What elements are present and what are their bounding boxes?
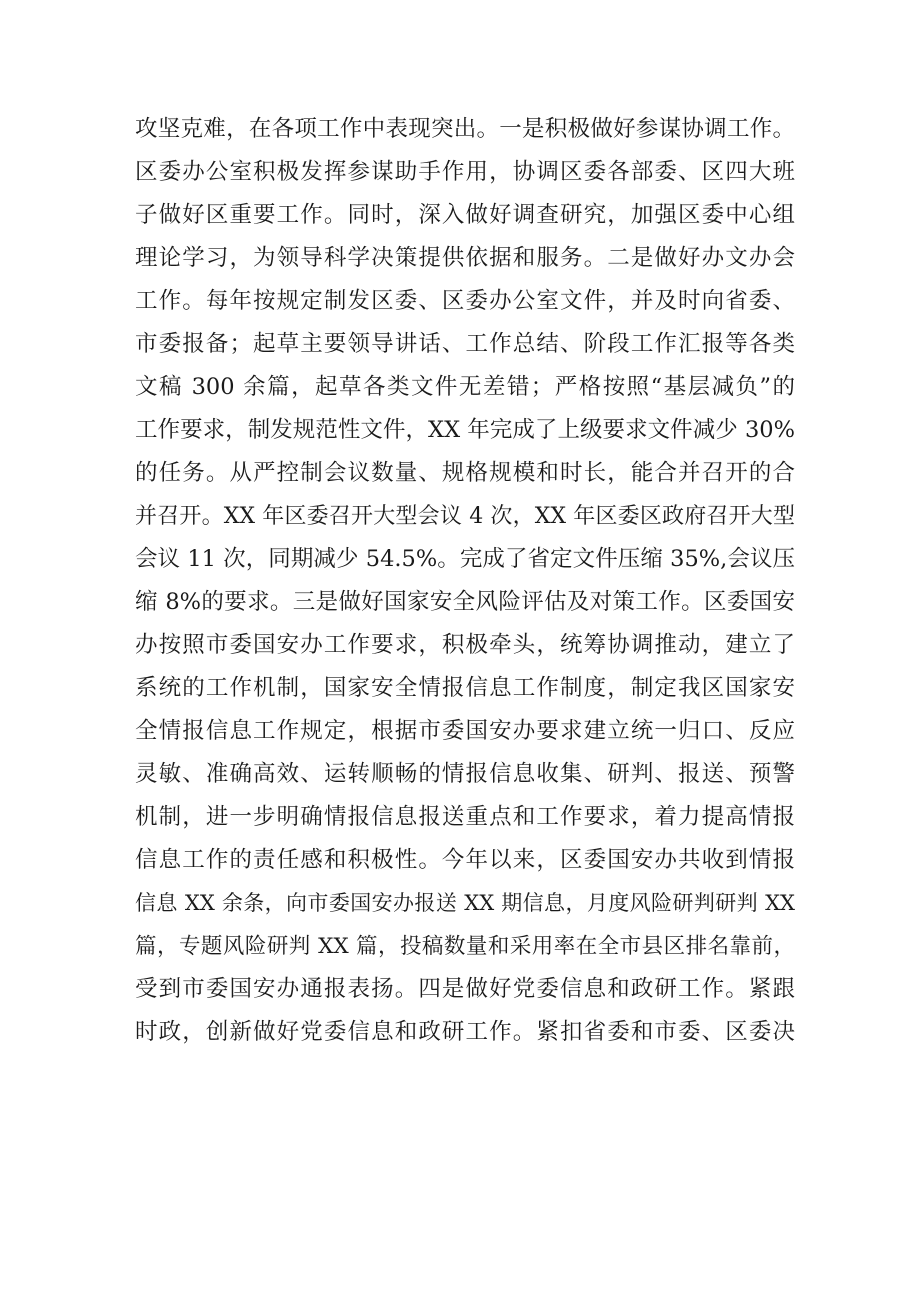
text-line: 会议 11 次，同期减少 54.5%。完成了省定文件压缩 35%,会议压 — [135, 546, 795, 572]
text-line: 受到市委国安办通报表扬。四是做好党委信息和政研工作。紧跟 — [135, 976, 795, 1002]
text-line: 系统的工作机制，国家安全情报信息工作制度，制定我区国家安 — [135, 675, 795, 701]
text-line: 机制，进一步明确情报信息报送重点和工作要求，着力提高情报 — [135, 804, 795, 830]
text-line: 市委报备；起草主要领导讲话、工作总结、阶段工作汇报等各类 — [135, 331, 795, 357]
text-line: 办按照市委国安办工作要求，积极牵头，统筹协调推动，建立了 — [135, 632, 795, 658]
text-line: 缩 8%的要求。三是做好国家安全风险评估及对策工作。区委国安 — [135, 589, 795, 615]
text-line: 攻坚克难，在各项工作中表现突出。一是积极做好参谋协调工作。 — [135, 116, 795, 142]
text-line: 的任务。从严控制会议数量、规格规模和时长，能合并召开的合 — [135, 460, 795, 486]
body-text — [135, 108, 795, 1054]
text-line: 篇，专题风险研判 XX 篇，投稿数量和采用率在全市县区排名靠前， — [135, 934, 795, 959]
text-line: 全情报信息工作规定，根据市委国安办要求建立统一归口、反应 — [135, 718, 795, 744]
text-line: 信息工作的责任感和积极性。今年以来，区委国安办共收到情报 — [135, 847, 795, 873]
text-line: 时政，创新做好党委信息和政研工作。紧扣省委和市委、区委决 — [135, 1019, 795, 1045]
text-line: 工作要求，制发规范性文件，XX 年完成了上级要求文件减少 30% — [135, 417, 795, 443]
text-line: 工作。每年按规定制发区委、区委办公室文件，并及时向省委、 — [135, 288, 795, 314]
text-line: 灵敏、准确高效、运转顺畅的情报信息收集、研判、报送、预警 — [135, 761, 795, 787]
text-line: 理论学习，为领导科学决策提供依据和服务。二是做好办文办会 — [135, 245, 795, 271]
text-line: 信息 XX 余条，向市委国安办报送 XX 期信息，月度风险研判研判 XX — [135, 891, 795, 915]
text-line: 文稿 300 余篇，起草各类文件无差错；严格按照“基层减负”的 — [135, 374, 795, 400]
text-line: 并召开。XX 年区委召开大型会议 4 次，XX 年区委区政府召开大型 — [135, 504, 795, 529]
text-line: 区委办公室积极发挥参谋助手作用，协调区委各部委、区四大班 — [135, 159, 795, 185]
text-line: 子做好区重要工作。同时，深入做好调查研究，加强区委中心组 — [135, 202, 795, 228]
